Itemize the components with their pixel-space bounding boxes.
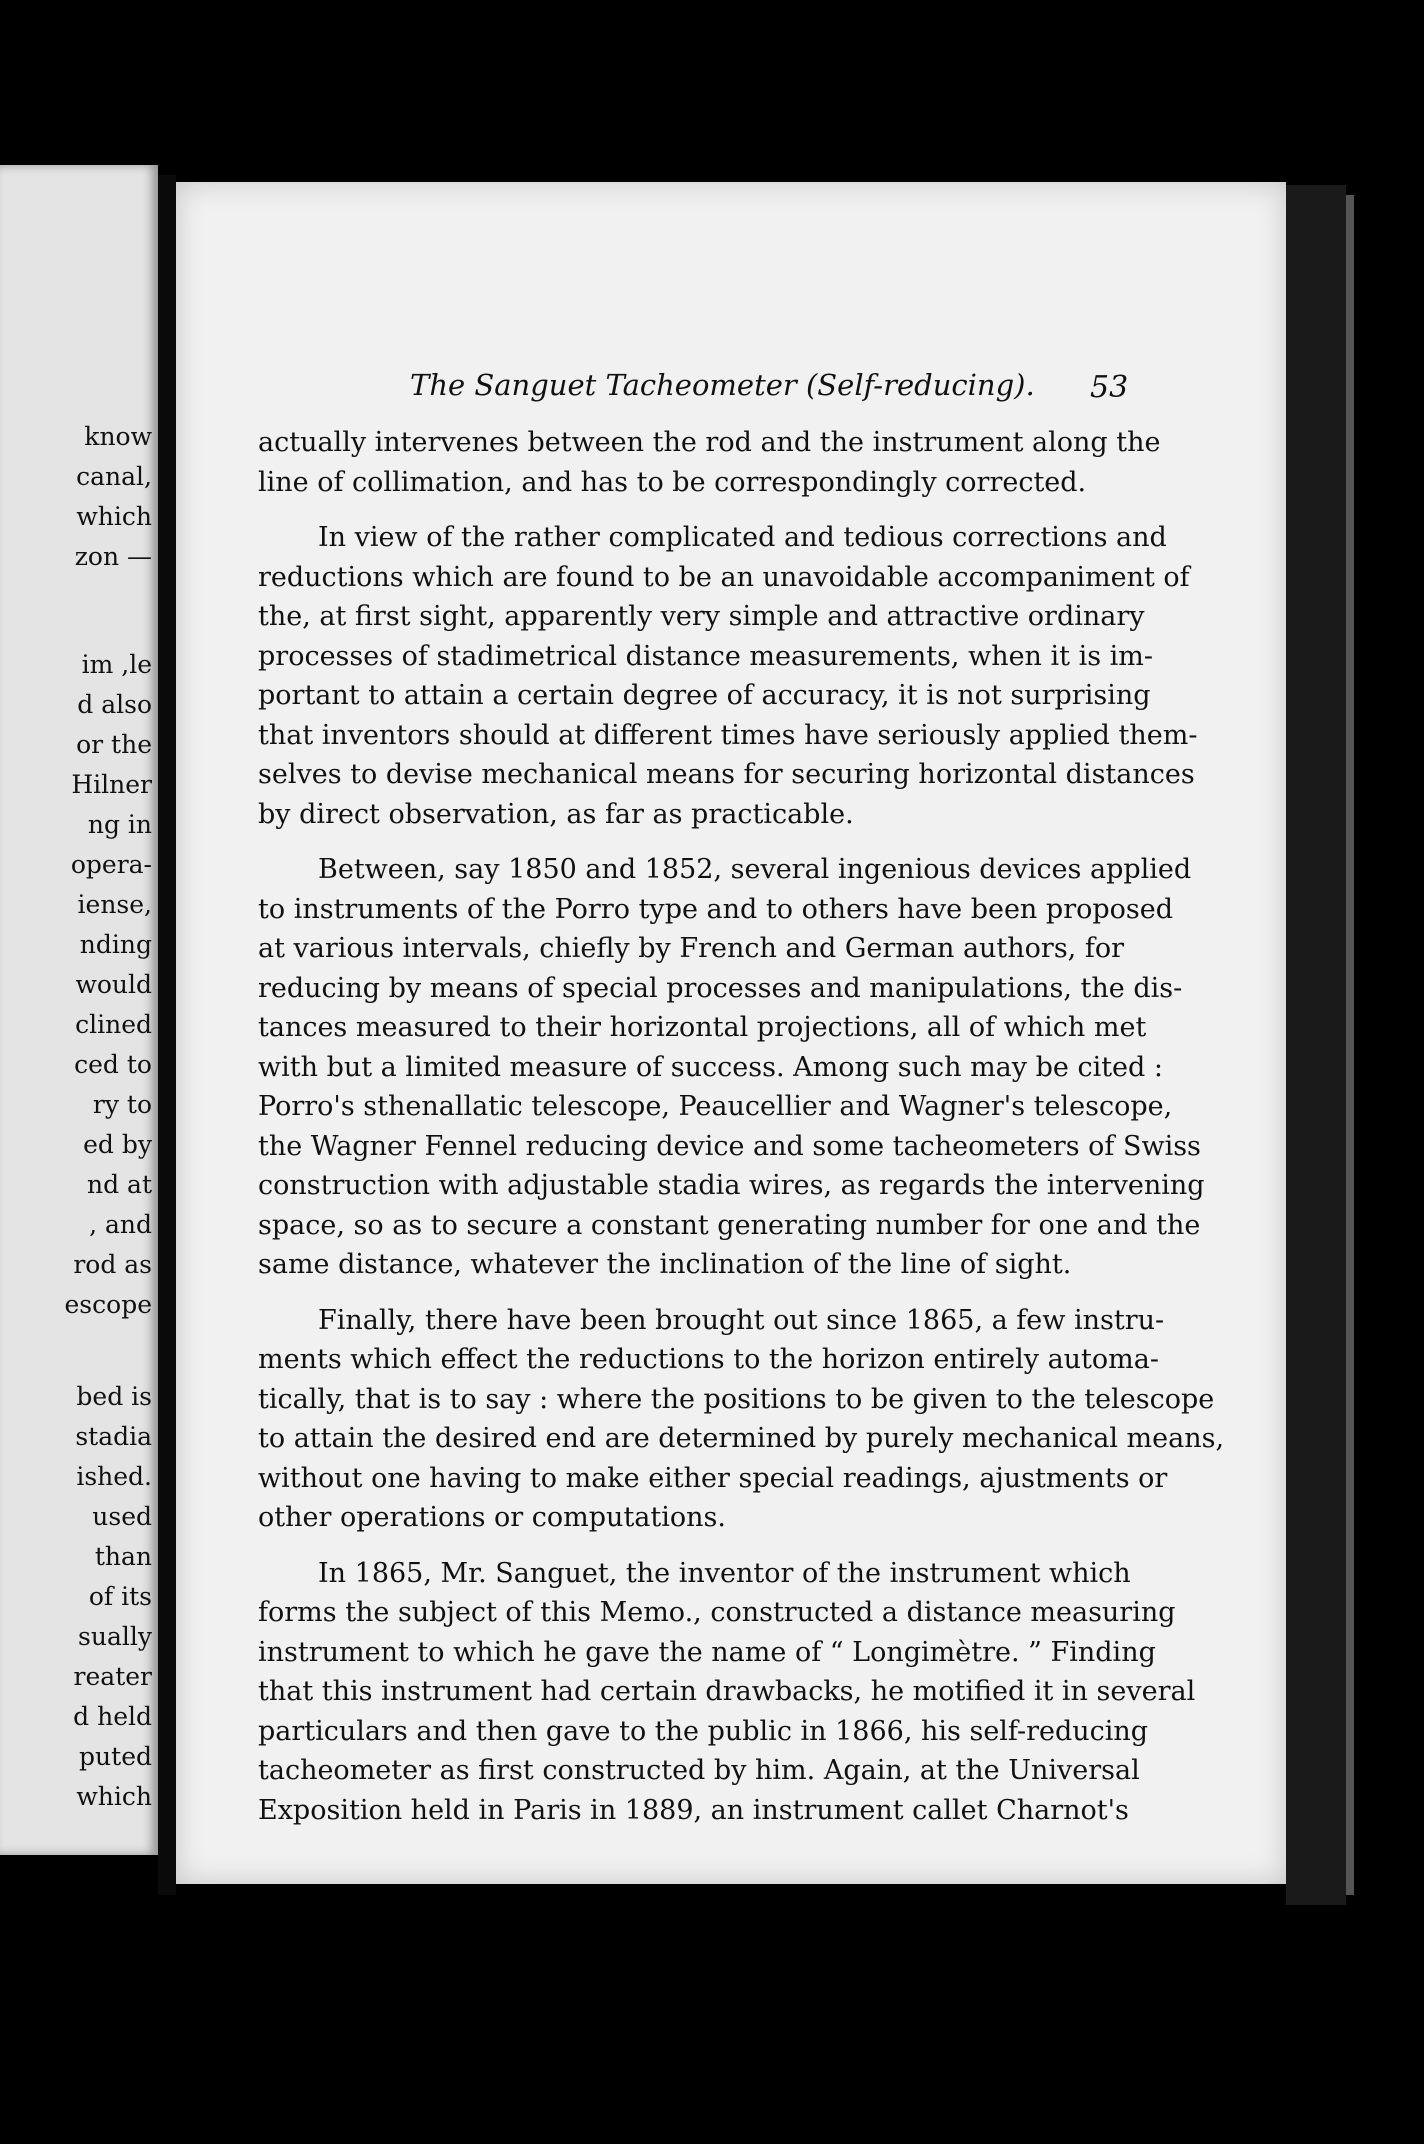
text-line: same distance, whatever the inclination of the line of sight.: [258, 1249, 1072, 1280]
text-line: without one having to make either special readings, ajustments or: [258, 1462, 1168, 1494]
text-line: forms the subject of this Memo., constructed a distance measuring: [258, 1597, 1176, 1628]
facing-page-fragment: would: [75, 970, 152, 999]
facing-page-fragment: ry to: [92, 1090, 152, 1119]
facing-page-fragment: nding: [79, 930, 152, 959]
page-edge: [1346, 195, 1354, 1895]
facing-page-fragment: nd at: [86, 1170, 152, 1199]
text-line: processes of stadimetrical distance measurements, when it is im-: [258, 640, 1154, 672]
facing-page-fragment: Hilner: [71, 770, 152, 799]
text-line: line of collimation, and has to be correspondingly corrected.: [258, 466, 1087, 498]
facing-page-fragment: ed by: [83, 1130, 152, 1159]
facing-page-fragment: stadia: [75, 1422, 152, 1451]
running-title: The Sanguet Tacheometer (Self-reducing).: [410, 368, 1035, 402]
running-header: [410, 368, 1150, 408]
text-line: other operations or computations.: [258, 1502, 726, 1533]
facing-page-fragment: iense,: [77, 890, 152, 919]
text-line: tacheometer as first constructed by him. Again, at the Universal: [258, 1755, 1140, 1786]
facing-page-fragment: ng in: [87, 810, 152, 839]
facing-page-fragment: sually: [78, 1622, 152, 1651]
facing-page-fragment: escope: [64, 1290, 152, 1319]
facing-page-left: [0, 165, 158, 1855]
facing-page-fragment: than: [94, 1542, 152, 1571]
text-line: In view of the rather complicated and tedious corrections and: [318, 522, 1167, 553]
text-line: to attain the desired end are determined by purely mechanical means,: [258, 1423, 1225, 1454]
facing-page-fragment: , and: [89, 1210, 152, 1239]
text-line: tances measured to their horizontal projections, all of which met: [258, 1012, 1147, 1043]
text-line: with but a limited measure of success. Among such may be cited :: [258, 1051, 1164, 1083]
text-line: reducing by means of special processes and manipulations, the dis-: [258, 972, 1183, 1004]
text-line: by direct observation, as far as practicable.: [258, 798, 854, 830]
facing-page-fragment: bed is: [76, 1382, 152, 1411]
text-line: at various intervals, chiefly by French and German authors, for: [258, 933, 1125, 964]
facing-page-fragment: rod as: [73, 1250, 152, 1279]
text-line: Exposition held in Paris in 1889, an instrument callet Charnot's: [258, 1794, 1129, 1826]
facing-page-fragment: d also: [77, 690, 152, 719]
facing-page-fragment: clined: [75, 1010, 152, 1039]
facing-page-fragment: d held: [73, 1702, 152, 1731]
text-line: In 1865, Mr. Sanguet, the inventor of the instrument which: [318, 1557, 1131, 1589]
facing-page-fragment: which: [76, 502, 152, 531]
facing-page-fragment: ced to: [74, 1050, 152, 1079]
text-line: particulars and then gave to the public in 1866, his self-reducing: [258, 1715, 1149, 1747]
facing-page-fragment: im ,le: [81, 650, 152, 679]
facing-page-fragment: zon —: [74, 542, 152, 571]
text-line: the Wagner Fennel reducing device and some tacheometers of Swiss: [258, 1130, 1201, 1162]
text-line: to instruments of the Porro type and to others have been proposed: [258, 893, 1174, 925]
facing-page-fragment: which: [76, 1782, 152, 1811]
book-gutter: [158, 175, 176, 1895]
text-line: the, at first sight, apparently very simple and attractive ordinary: [258, 601, 1145, 632]
facing-page-fragment: opera-: [70, 850, 152, 879]
text-line: ments which effect the reductions to the horizon entirely automa-: [258, 1344, 1159, 1375]
text-line: space, so as to secure a constant generating number for one and the: [258, 1209, 1201, 1241]
page-edge-shadow: [1286, 185, 1346, 1905]
facing-page-fragment: or the: [76, 730, 152, 759]
facing-page-fragment: reater: [73, 1662, 152, 1691]
facing-page-fragment: of its: [88, 1582, 152, 1611]
text-line: Porro's sthenallatic telescope, Peaucellier and Wagner's telescope,: [258, 1091, 1173, 1122]
text-line: instrument to which he gave the name of “ Longimètre. ” Finding: [258, 1636, 1156, 1668]
facing-page-fragment: ished.: [76, 1462, 152, 1491]
text-line: portant to attain a certain degree of accuracy, it is not surprising: [258, 680, 1151, 711]
text-line: that this instrument had certain drawbacks, he motified it in several: [258, 1676, 1196, 1707]
text-line: reductions which are found to be an unavoidable accompaniment of: [258, 561, 1190, 593]
facing-page-fragment: puted: [79, 1742, 152, 1771]
text-line: that inventors should at different times have seriously applied them-: [258, 719, 1198, 751]
text-line: Finally, there have been brought out since 1865, a few instru-: [318, 1304, 1165, 1336]
facing-page-fragment: canal,: [76, 462, 152, 491]
facing-page-fragment: used: [92, 1502, 152, 1531]
facing-page-fragment: know: [84, 422, 152, 451]
text-line: actually intervenes between the rod and the instrument along the: [258, 427, 1161, 458]
text-line: construction with adjustable stadia wires, as regards the intervening: [258, 1170, 1205, 1201]
page-number: 53: [1090, 370, 1129, 405]
text-line: Between, say 1850 and 1852, several ingenious devices applied: [318, 854, 1192, 885]
text-line: tically, that is to say : where the positions to be given to the telescope: [258, 1383, 1215, 1415]
text-line: selves to devise mechanical means for securing horizontal distances: [258, 759, 1195, 790]
